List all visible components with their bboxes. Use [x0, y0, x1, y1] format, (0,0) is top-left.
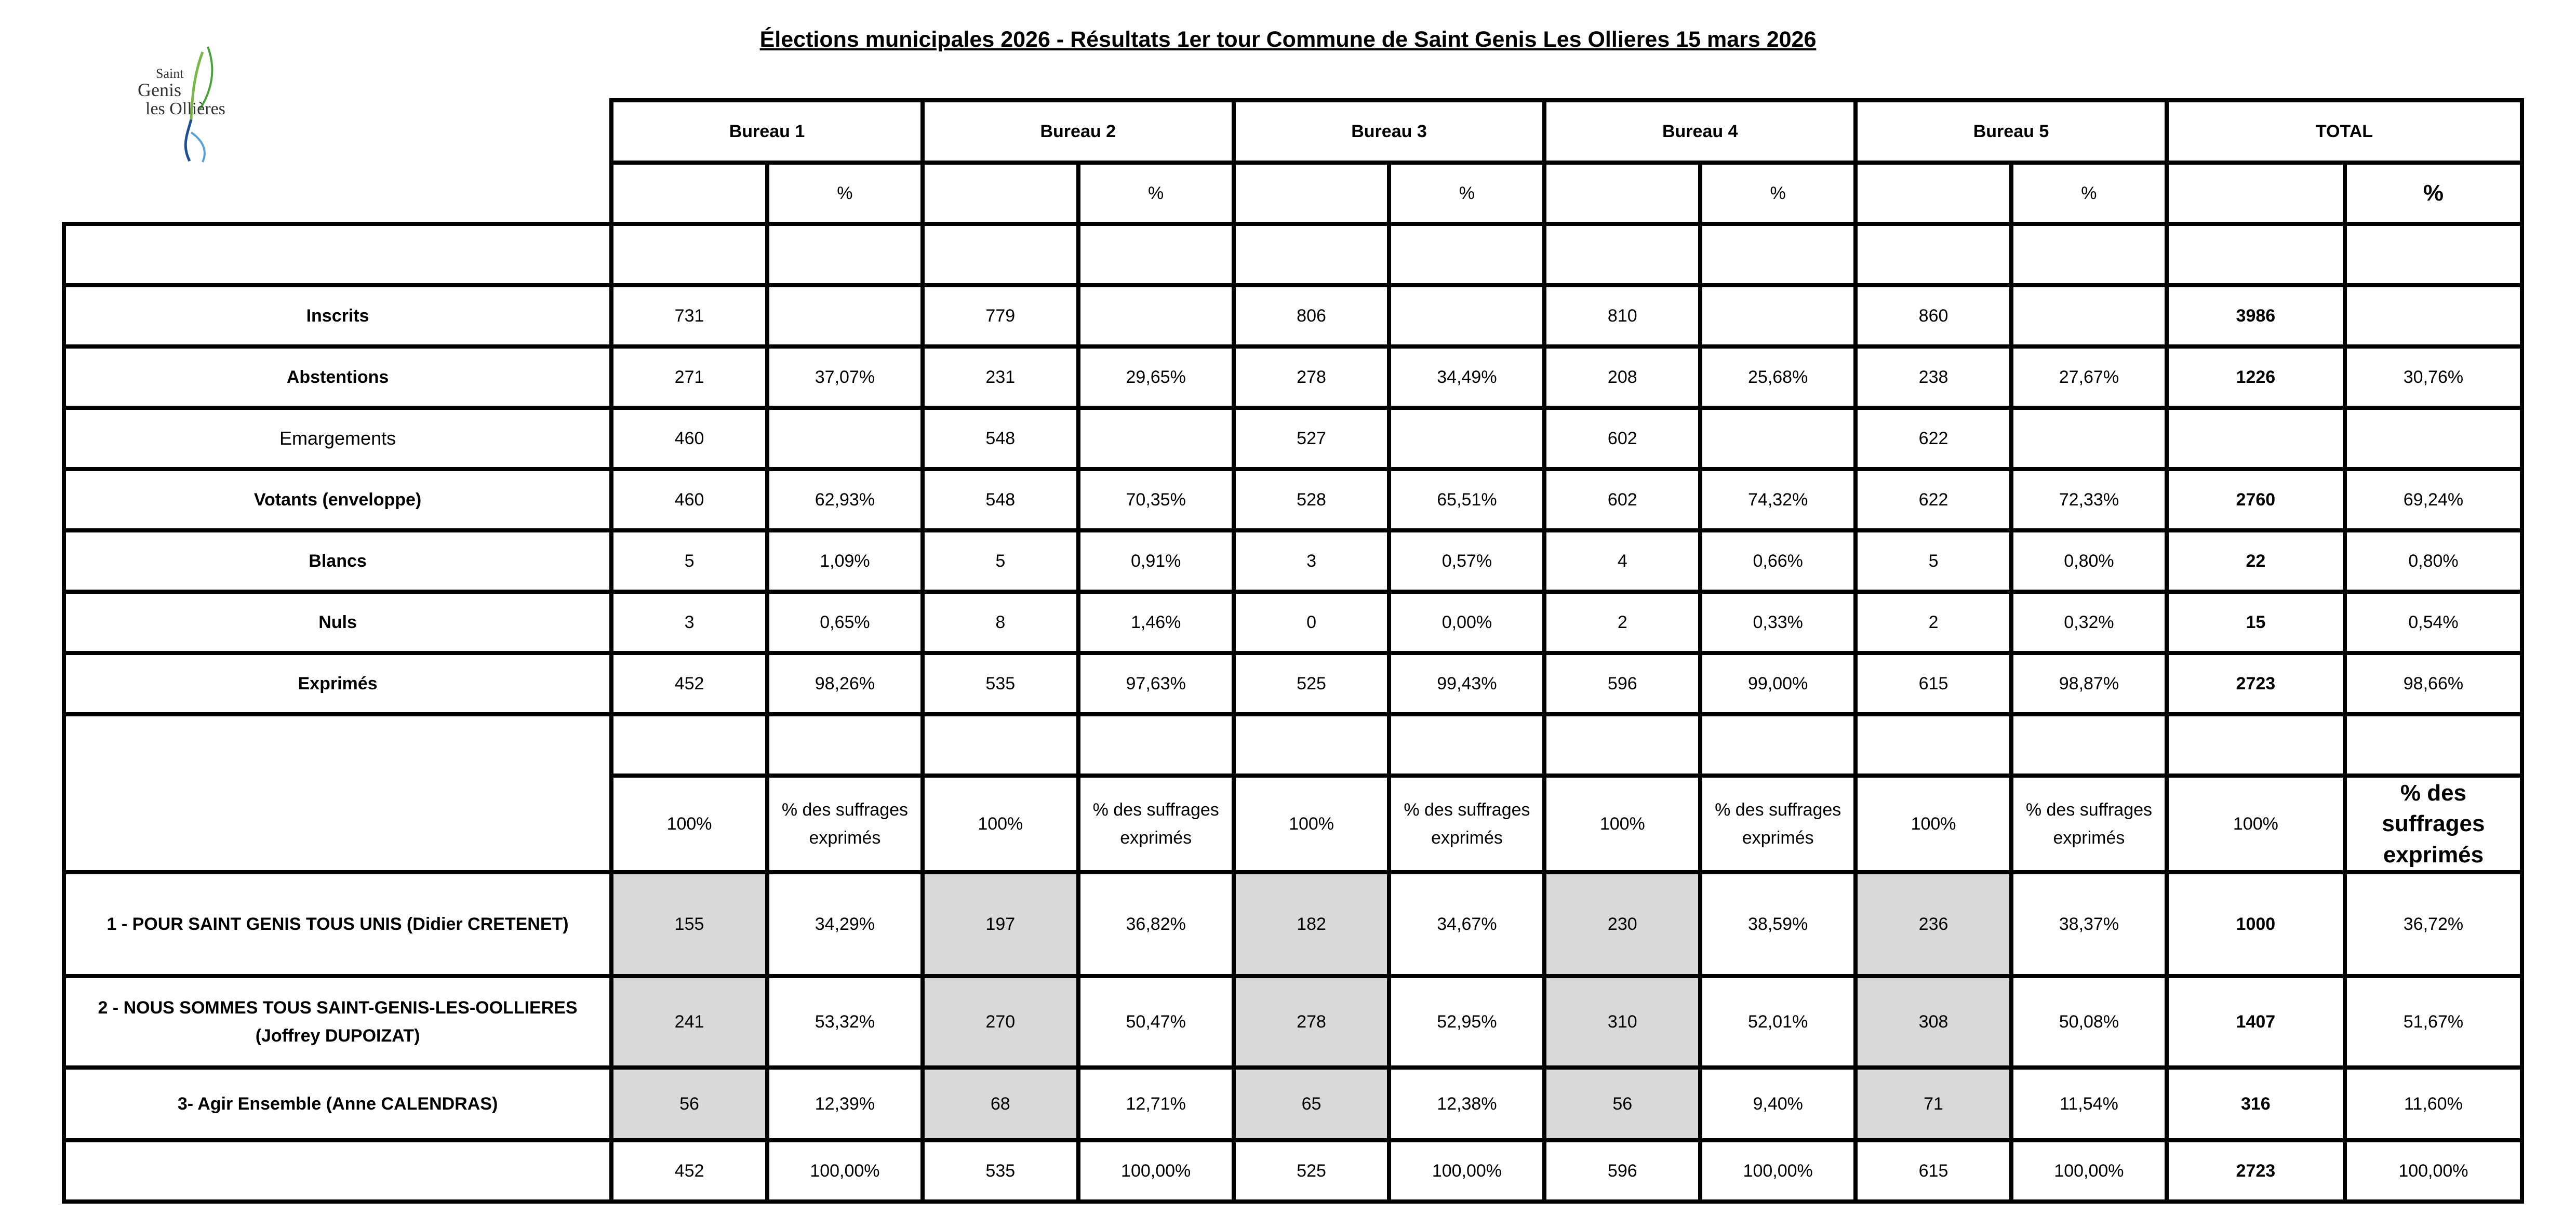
hundred-label: 100% [611, 776, 767, 872]
cell-pct: 34,67% [1389, 872, 1544, 976]
cell-pct: 0,32% [2011, 592, 2167, 653]
cell-count: 622 [1856, 469, 2011, 530]
total-pct: 0,80% [2345, 530, 2522, 592]
cell-count: 2 [1856, 592, 2011, 653]
cell-pct [1389, 408, 1544, 469]
cell-pct: 1,46% [1078, 592, 1234, 653]
blank-cell [1544, 163, 1700, 224]
blank-cell [1389, 224, 1544, 285]
suffrages-label: % des suffrages exprimés [2345, 776, 2522, 872]
blank-cell [767, 714, 923, 776]
cell-pct: 100,00% [767, 1140, 923, 1202]
cell-count: 731 [611, 285, 767, 346]
suffrages-label: % des suffrages exprimés [1700, 776, 1856, 872]
cell-count: 535 [923, 653, 1078, 714]
pct-header: % [1700, 163, 1856, 224]
cell-pct: 25,68% [1700, 346, 1856, 408]
total-pct: 11,60% [2345, 1068, 2522, 1140]
cell-count: 460 [611, 408, 767, 469]
total-count: 2760 [2167, 469, 2345, 530]
cell-pct [1389, 285, 1544, 346]
cell-pct: 34,49% [1389, 346, 1544, 408]
cell-pct: 38,37% [2011, 872, 2167, 976]
cell-pct: 53,32% [767, 976, 923, 1068]
cell-count: 208 [1544, 346, 1700, 408]
cell-count: 238 [1856, 346, 2011, 408]
hundred-label: 100% [1856, 776, 2011, 872]
cell-count: 5 [923, 530, 1078, 592]
suffrages-label: % des suffrages exprimés [767, 776, 923, 872]
cell-count: 0 [1234, 592, 1390, 653]
row-abstentions [64, 346, 2522, 408]
blank-cell [1078, 714, 1234, 776]
cell-pct: 65,51% [1389, 469, 1544, 530]
row-label: Emargements [64, 408, 611, 469]
blank-cell [1389, 714, 1544, 776]
row-exprimes [64, 653, 2522, 714]
bureau4-header: Bureau 4 [1544, 100, 1856, 163]
cell-count: 460 [611, 469, 767, 530]
cell-count: 56 [611, 1068, 767, 1140]
cell-pct: 0,65% [767, 592, 923, 653]
blank-cell [1234, 714, 1390, 776]
cell-count: 548 [923, 408, 1078, 469]
row-label: Exprimés [64, 653, 611, 714]
row-list3 [64, 1068, 2522, 1140]
pct-header: % [2345, 163, 2522, 224]
cell-pct: 100,00% [2011, 1140, 2167, 1202]
blank-cell [1234, 163, 1390, 224]
blank-cell [2167, 163, 2345, 224]
blank-cell [1078, 224, 1234, 285]
cell-count: 527 [1234, 408, 1390, 469]
cell-pct: 100,00% [1700, 1140, 1856, 1202]
cell-count: 271 [611, 346, 767, 408]
cell-pct: 0,00% [1389, 592, 1544, 653]
bureau2-header: Bureau 2 [923, 100, 1234, 163]
row-final-totals [64, 1140, 2522, 1202]
row-emargements [64, 408, 2522, 469]
total-pct: 51,67% [2345, 976, 2522, 1068]
cell-pct: 27,67% [2011, 346, 2167, 408]
blank-cell [64, 1140, 611, 1202]
cell-pct: 29,65% [1078, 346, 1234, 408]
total-pct: 30,76% [2345, 346, 2522, 408]
blank-cell [2345, 224, 2522, 285]
cell-pct: 36,82% [1078, 872, 1234, 976]
cell-count: 528 [1234, 469, 1390, 530]
cell-count: 56 [1544, 1068, 1700, 1140]
cell-count: 452 [611, 1140, 767, 1202]
row-blancs [64, 530, 2522, 592]
cell-count: 8 [923, 592, 1078, 653]
cell-count: 535 [923, 1140, 1078, 1202]
list-label: 1 - POUR SAINT GENIS TOUS UNIS (Didier CRETENET) [64, 872, 611, 976]
total-count: 1407 [2167, 976, 2345, 1068]
blank-cell [611, 714, 767, 776]
row-label: Nuls [64, 592, 611, 653]
blank-cell [64, 224, 611, 285]
total-count: 2723 [2167, 653, 2345, 714]
cell-pct: 98,26% [767, 653, 923, 714]
cell-pct: 0,80% [2011, 530, 2167, 592]
total-count: 316 [2167, 1068, 2345, 1140]
blank-cell [1234, 224, 1390, 285]
hundred-label: 100% [2167, 776, 2345, 872]
blank-cell [1700, 714, 1856, 776]
cell-pct: 99,00% [1700, 653, 1856, 714]
cell-pct: 97,63% [1078, 653, 1234, 714]
total-pct [2345, 408, 2522, 469]
row-label: Abstentions [64, 346, 611, 408]
blank-cell [1700, 224, 1856, 285]
cell-pct: 11,54% [2011, 1068, 2167, 1140]
cell-pct: 1,09% [767, 530, 923, 592]
cell-pct: 0,91% [1078, 530, 1234, 592]
list-label: 3- Agir Ensemble (Anne CALENDRAS) [64, 1068, 611, 1140]
total-count: 2723 [2167, 1140, 2345, 1202]
logo-text-ollieres: les Ollières [145, 99, 225, 118]
cell-count: 2 [1544, 592, 1700, 653]
cell-count: 525 [1234, 1140, 1390, 1202]
cell-pct: 9,40% [1700, 1068, 1856, 1140]
cell-count: 278 [1234, 976, 1390, 1068]
hundred-label: 100% [1234, 776, 1390, 872]
row-nuls [64, 592, 2522, 653]
cell-pct: 74,32% [1700, 469, 1856, 530]
row-inscrits [64, 285, 2522, 346]
cell-pct [1700, 408, 1856, 469]
total-pct: 36,72% [2345, 872, 2522, 976]
total-count: 15 [2167, 592, 2345, 653]
cell-pct: 99,43% [1389, 653, 1544, 714]
empty-corner [64, 100, 611, 163]
blank-cell [2011, 714, 2167, 776]
total-count: 1226 [2167, 346, 2345, 408]
cell-pct [2011, 285, 2167, 346]
cell-count: 71 [1856, 1068, 2011, 1140]
blank-cell [1856, 163, 2011, 224]
pct-header: % [1389, 163, 1544, 224]
blank-cell [64, 714, 611, 872]
blank-cell [767, 224, 923, 285]
cell-pct [767, 408, 923, 469]
logo-text-saint: Saint [156, 66, 184, 81]
cell-pct: 70,35% [1078, 469, 1234, 530]
empty-corner [64, 163, 611, 224]
cell-pct: 0,57% [1389, 530, 1544, 592]
cell-count: 68 [923, 1068, 1078, 1140]
cell-pct: 37,07% [767, 346, 923, 408]
cell-pct: 0,66% [1700, 530, 1856, 592]
cell-pct: 0,33% [1700, 592, 1856, 653]
list-label: 2 - NOUS SOMMES TOUS SAINT-GENIS-LES-OOLLIERES (Joffrey DUPOIZAT) [64, 976, 611, 1068]
cell-count: 231 [923, 346, 1078, 408]
cell-count: 779 [923, 285, 1078, 346]
total-count [2167, 408, 2345, 469]
cell-count: 270 [923, 976, 1078, 1068]
blank-cell [1544, 714, 1700, 776]
cell-pct: 12,38% [1389, 1068, 1544, 1140]
blank-cell [2011, 224, 2167, 285]
cell-pct [1078, 408, 1234, 469]
results-table [62, 98, 2524, 1204]
cell-pct: 34,29% [767, 872, 923, 976]
empty-row [64, 224, 2522, 285]
blank-cell [2167, 714, 2345, 776]
cell-count: 596 [1544, 1140, 1700, 1202]
cell-count: 548 [923, 469, 1078, 530]
row-label: Votants (enveloppe) [64, 469, 611, 530]
cell-count: 602 [1544, 469, 1700, 530]
row-label: Inscrits [64, 285, 611, 346]
cell-pct [767, 285, 923, 346]
row-label: Blancs [64, 530, 611, 592]
total-pct: 98,66% [2345, 653, 2522, 714]
cell-count: 615 [1856, 1140, 2011, 1202]
suffrages-label: % des suffrages exprimés [1389, 776, 1544, 872]
cell-pct: 100,00% [1389, 1140, 1544, 1202]
cell-count: 310 [1544, 976, 1700, 1068]
cell-count: 278 [1234, 346, 1390, 408]
suffrages-label: % des suffrages exprimés [2011, 776, 2167, 872]
cell-pct: 52,95% [1389, 976, 1544, 1068]
total-pct: 100,00% [2345, 1140, 2522, 1202]
total-header: TOTAL [2167, 100, 2522, 163]
cell-pct [1078, 285, 1234, 346]
empty-row [64, 714, 2522, 776]
cell-count: 596 [1544, 653, 1700, 714]
cell-pct [2011, 408, 2167, 469]
suffrages-label: % des suffrages exprimés [1078, 776, 1234, 872]
bureau5-header: Bureau 5 [1856, 100, 2167, 163]
blank-cell [1856, 714, 2011, 776]
cell-pct: 98,87% [2011, 653, 2167, 714]
logo-text-genis: Genis [138, 79, 181, 100]
cell-pct [1700, 285, 1856, 346]
cell-pct: 52,01% [1700, 976, 1856, 1068]
total-pct [2345, 285, 2522, 346]
cell-count: 308 [1856, 976, 2011, 1068]
total-count: 1000 [2167, 872, 2345, 976]
total-count: 3986 [2167, 285, 2345, 346]
page-title: Élections municipales 2026 - Résultats 1er tour Commune de Saint Genis Les Ollieres 15 mars 2026 [759, 27, 1817, 52]
pct-header: % [767, 163, 923, 224]
cell-count: 810 [1544, 285, 1700, 346]
cell-count: 806 [1234, 285, 1390, 346]
blank-cell [923, 224, 1078, 285]
cell-count: 155 [611, 872, 767, 976]
hundred-label: 100% [923, 776, 1078, 872]
blank-cell [611, 224, 767, 285]
blank-cell [1544, 224, 1700, 285]
row-votants [64, 469, 2522, 530]
total-pct: 69,24% [2345, 469, 2522, 530]
blank-cell [2167, 224, 2345, 285]
cell-count: 241 [611, 976, 767, 1068]
blank-cell [1856, 224, 2011, 285]
pct-header-row [64, 163, 2522, 224]
cell-pct: 62,93% [767, 469, 923, 530]
pct-header: % [1078, 163, 1234, 224]
cell-count: 182 [1234, 872, 1390, 976]
cell-pct: 72,33% [2011, 469, 2167, 530]
blank-cell [2345, 714, 2522, 776]
cell-count: 5 [611, 530, 767, 592]
cell-count: 860 [1856, 285, 2011, 346]
cell-pct: 50,08% [2011, 976, 2167, 1068]
bureau3-header: Bureau 3 [1234, 100, 1545, 163]
pct-header: % [2011, 163, 2167, 224]
blank-cell [611, 163, 767, 224]
cell-pct: 100,00% [1078, 1140, 1234, 1202]
cell-pct: 12,39% [767, 1068, 923, 1140]
cell-count: 4 [1544, 530, 1700, 592]
cell-count: 452 [611, 653, 767, 714]
cell-count: 5 [1856, 530, 2011, 592]
cell-pct: 38,59% [1700, 872, 1856, 976]
cell-count: 65 [1234, 1068, 1390, 1140]
cell-count: 3 [611, 592, 767, 653]
cell-count: 602 [1544, 408, 1700, 469]
total-pct: 0,54% [2345, 592, 2522, 653]
cell-pct: 50,47% [1078, 976, 1234, 1068]
hundred-label: 100% [1544, 776, 1700, 872]
row-list2 [64, 976, 2522, 1068]
blank-cell [923, 163, 1078, 224]
bureau1-header: Bureau 1 [611, 100, 923, 163]
blank-cell [923, 714, 1078, 776]
bureau-header-row [64, 100, 2522, 163]
total-count: 22 [2167, 530, 2345, 592]
cell-count: 525 [1234, 653, 1390, 714]
cell-count: 3 [1234, 530, 1390, 592]
cell-count: 615 [1856, 653, 2011, 714]
row-list1 [64, 872, 2522, 976]
cell-count: 622 [1856, 408, 2011, 469]
cell-count: 236 [1856, 872, 2011, 976]
cell-count: 197 [923, 872, 1078, 976]
cell-count: 230 [1544, 872, 1700, 976]
cell-pct: 12,71% [1078, 1068, 1234, 1140]
